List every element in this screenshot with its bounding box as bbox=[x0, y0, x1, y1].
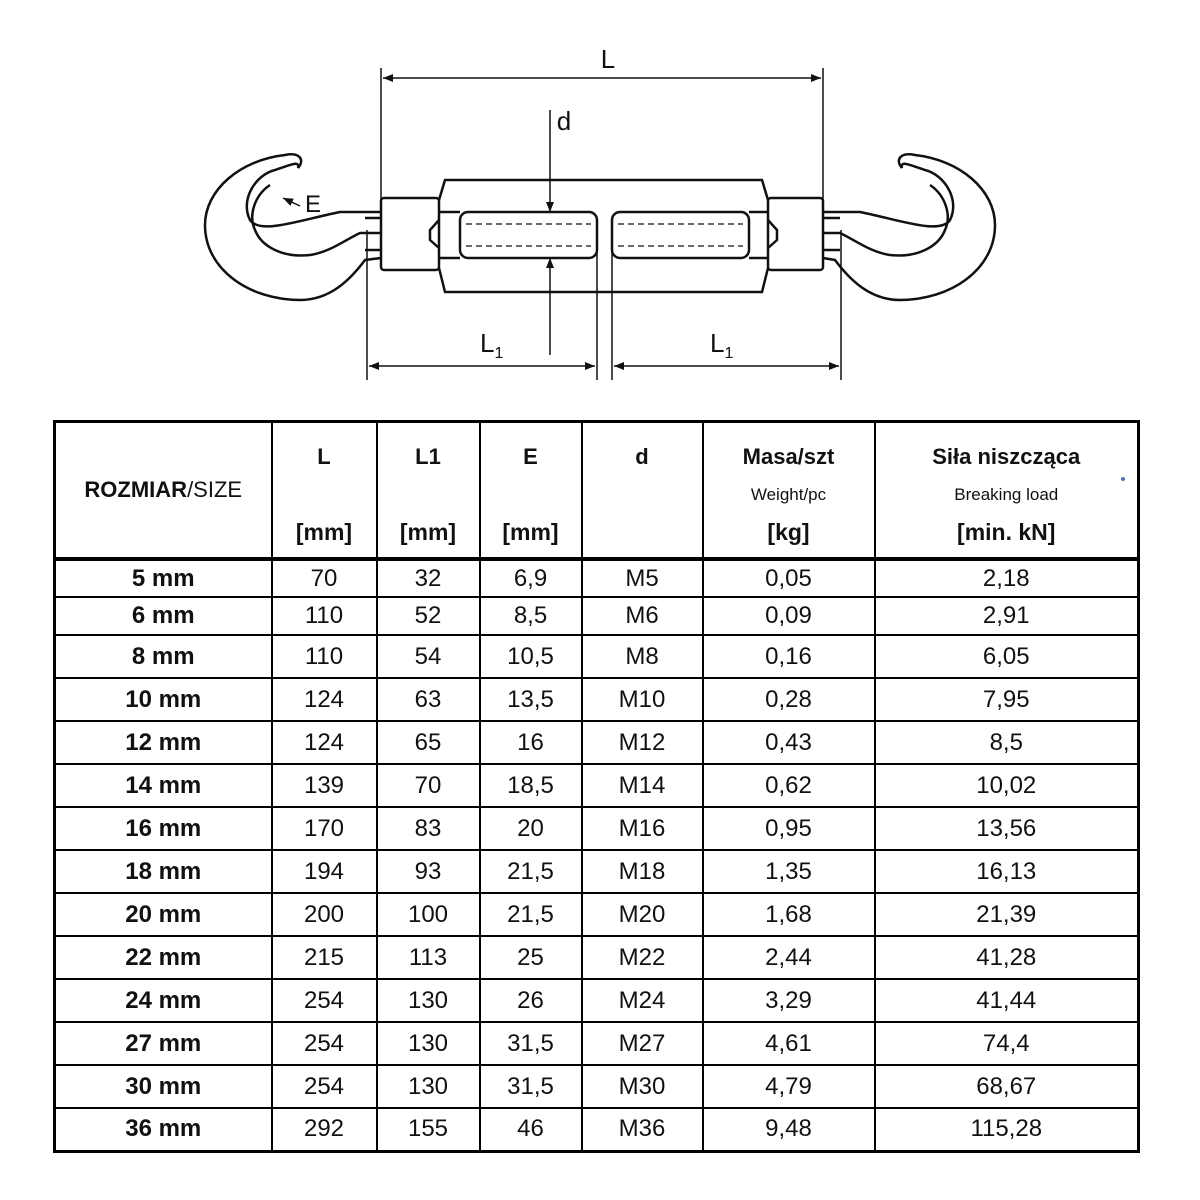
cell-size: 10 mm bbox=[55, 678, 272, 721]
table-body bbox=[55, 559, 1139, 1151]
header-unit: [mm] bbox=[502, 519, 559, 545]
cell-L1: 130 bbox=[377, 1065, 480, 1108]
header-sub: Weight/pc bbox=[750, 484, 827, 504]
cell-weight: 1,35 bbox=[703, 850, 875, 893]
cell-size: 8 mm bbox=[55, 635, 272, 678]
cell-L1: 83 bbox=[377, 807, 480, 850]
table-row bbox=[55, 678, 1139, 721]
cell-breaking-load: 41,44 bbox=[875, 979, 1139, 1022]
cell-size: 5 mm bbox=[55, 559, 272, 597]
cell-weight: 4,61 bbox=[703, 1022, 875, 1065]
cell-E: 8,5 bbox=[480, 597, 582, 635]
cell-L1: 155 bbox=[377, 1108, 480, 1151]
label-L: L bbox=[600, 44, 616, 74]
cell-L1: 113 bbox=[377, 936, 480, 979]
cell-d: M22 bbox=[582, 936, 703, 979]
header-col bbox=[480, 422, 582, 560]
header-top: L1 bbox=[415, 444, 441, 469]
cell-d: M24 bbox=[582, 979, 703, 1022]
turnbuckle-body bbox=[381, 180, 823, 292]
cell-breaking-load: 8,5 bbox=[875, 721, 1139, 764]
header-size-rest: /SIZE bbox=[187, 477, 243, 502]
cell-breaking-load: 16,13 bbox=[875, 850, 1139, 893]
header-unit: [mm] bbox=[295, 519, 353, 545]
cell-d: M18 bbox=[582, 850, 703, 893]
cell-E: 18,5 bbox=[480, 764, 582, 807]
specification-table bbox=[53, 420, 1140, 1153]
cell-d: M8 bbox=[582, 635, 703, 678]
header-top: Masa/szt bbox=[742, 444, 835, 469]
header-size-bold: ROZMIAR bbox=[84, 477, 188, 502]
cell-breaking-load: 2,91 bbox=[875, 597, 1139, 635]
cell-L: 292 bbox=[272, 1108, 377, 1151]
header-col bbox=[703, 422, 875, 560]
cell-L: 139 bbox=[272, 764, 377, 807]
cell-L: 124 bbox=[272, 678, 377, 721]
cell-L1: 130 bbox=[377, 1022, 480, 1065]
cell-size: 12 mm bbox=[55, 721, 272, 764]
cell-d: M14 bbox=[582, 764, 703, 807]
cell-breaking-load: 74,4 bbox=[875, 1022, 1139, 1065]
cell-L: 254 bbox=[272, 979, 377, 1022]
cell-weight: 4,79 bbox=[703, 1065, 875, 1108]
cell-L: 194 bbox=[272, 850, 377, 893]
cell-d: M5 bbox=[582, 559, 703, 597]
header-col bbox=[875, 422, 1139, 560]
cell-E: 21,5 bbox=[480, 893, 582, 936]
cell-size: 14 mm bbox=[55, 764, 272, 807]
label-L1-right: $L_1$ bbox=[710, 328, 734, 362]
header-top: L bbox=[317, 444, 331, 469]
cell-L: 110 bbox=[272, 635, 377, 678]
table-row bbox=[55, 979, 1139, 1022]
cell-L: 200 bbox=[272, 893, 377, 936]
cell-E: 46 bbox=[480, 1108, 582, 1151]
cell-breaking-load: 115,28 bbox=[875, 1108, 1139, 1151]
cell-E: 20 bbox=[480, 807, 582, 850]
cell-size: 6 mm bbox=[55, 597, 272, 635]
left-hook bbox=[205, 154, 381, 300]
label-L1-left: $L_1$ bbox=[480, 328, 504, 362]
cell-E: 25 bbox=[480, 936, 582, 979]
cell-L: 254 bbox=[272, 1022, 377, 1065]
cell-L1: 52 bbox=[377, 597, 480, 635]
header-col bbox=[272, 422, 377, 560]
cell-L: 110 bbox=[272, 597, 377, 635]
cell-weight: 0,16 bbox=[703, 635, 875, 678]
cell-breaking-load: 41,28 bbox=[875, 936, 1139, 979]
cell-L: 215 bbox=[272, 936, 377, 979]
decorative-dot bbox=[1121, 477, 1125, 481]
cell-E: 31,5 bbox=[480, 1065, 582, 1108]
cell-size: 18 mm bbox=[55, 850, 272, 893]
cell-E: 6,9 bbox=[480, 559, 582, 597]
header-unit: [kg] bbox=[767, 519, 810, 545]
cell-weight: 0,43 bbox=[703, 721, 875, 764]
table-row bbox=[55, 559, 1139, 597]
thread-lines bbox=[466, 224, 743, 246]
cell-size: 16 mm bbox=[55, 807, 272, 850]
cell-L1: 130 bbox=[377, 979, 480, 1022]
table-row bbox=[55, 597, 1139, 635]
cell-E: 31,5 bbox=[480, 1022, 582, 1065]
header-top: d bbox=[635, 444, 649, 469]
cell-d: M36 bbox=[582, 1108, 703, 1151]
cell-breaking-load: 13,56 bbox=[875, 807, 1139, 850]
cell-L: 254 bbox=[272, 1065, 377, 1108]
table-row bbox=[55, 635, 1139, 678]
table-row bbox=[55, 893, 1139, 936]
dim-E bbox=[283, 198, 300, 206]
cell-E: 21,5 bbox=[480, 850, 582, 893]
table-row bbox=[55, 1108, 1139, 1151]
table-row bbox=[55, 721, 1139, 764]
header-sub: Breaking load bbox=[954, 484, 1059, 504]
cell-d: M6 bbox=[582, 597, 703, 635]
cell-d: M12 bbox=[582, 721, 703, 764]
cell-weight: 0,09 bbox=[703, 597, 875, 635]
header-top: Siła niszcząca bbox=[932, 444, 1081, 469]
table-row bbox=[55, 850, 1139, 893]
cell-E: 10,5 bbox=[480, 635, 582, 678]
cell-weight: 0,95 bbox=[703, 807, 875, 850]
cell-L1: 93 bbox=[377, 850, 480, 893]
table-row bbox=[55, 807, 1139, 850]
cell-d: M16 bbox=[582, 807, 703, 850]
cell-E: 16 bbox=[480, 721, 582, 764]
cell-L1: 32 bbox=[377, 559, 480, 597]
cell-weight: 3,29 bbox=[703, 979, 875, 1022]
cell-L: 124 bbox=[272, 721, 377, 764]
table-row bbox=[55, 936, 1139, 979]
cell-weight: 0,62 bbox=[703, 764, 875, 807]
table-row bbox=[55, 1065, 1139, 1108]
header-col bbox=[377, 422, 480, 560]
cell-L1: 63 bbox=[377, 678, 480, 721]
header-size bbox=[55, 422, 272, 560]
cell-breaking-load: 68,67 bbox=[875, 1065, 1139, 1108]
cell-weight: 9,48 bbox=[703, 1108, 875, 1151]
header-top: E bbox=[523, 444, 538, 469]
cell-breaking-load: 10,02 bbox=[875, 764, 1139, 807]
cell-breaking-load: 7,95 bbox=[875, 678, 1139, 721]
cell-L: 70 bbox=[272, 559, 377, 597]
cell-size: 27 mm bbox=[55, 1022, 272, 1065]
turnbuckle-diagram bbox=[0, 0, 1200, 400]
header-unit: [min. kN] bbox=[957, 519, 1056, 545]
right-hook bbox=[823, 154, 995, 300]
label-E: E bbox=[304, 191, 322, 218]
cell-L1: 54 bbox=[377, 635, 480, 678]
cell-weight: 0,28 bbox=[703, 678, 875, 721]
header-unit: [mm] bbox=[399, 519, 457, 545]
cell-size: 20 mm bbox=[55, 893, 272, 936]
cell-breaking-load: 2,18 bbox=[875, 559, 1139, 597]
cell-L1: 65 bbox=[377, 721, 480, 764]
cell-weight: 0,05 bbox=[703, 559, 875, 597]
table-row bbox=[55, 764, 1139, 807]
table-header-row bbox=[55, 422, 1139, 560]
cell-breaking-load: 21,39 bbox=[875, 893, 1139, 936]
cell-d: M20 bbox=[582, 893, 703, 936]
cell-weight: 2,44 bbox=[703, 936, 875, 979]
cell-L1: 70 bbox=[377, 764, 480, 807]
cell-weight: 1,68 bbox=[703, 893, 875, 936]
table-row bbox=[55, 1022, 1139, 1065]
cell-size: 22 mm bbox=[55, 936, 272, 979]
cell-d: M30 bbox=[582, 1065, 703, 1108]
cell-E: 26 bbox=[480, 979, 582, 1022]
cell-L: 170 bbox=[272, 807, 377, 850]
cell-size: 24 mm bbox=[55, 979, 272, 1022]
cell-d: M10 bbox=[582, 678, 703, 721]
cell-breaking-load: 6,05 bbox=[875, 635, 1139, 678]
cell-size: 30 mm bbox=[55, 1065, 272, 1108]
cell-d: M27 bbox=[582, 1022, 703, 1065]
cell-size: 36 mm bbox=[55, 1108, 272, 1151]
cell-E: 13,5 bbox=[480, 678, 582, 721]
label-d: d bbox=[556, 106, 572, 136]
cell-L1: 100 bbox=[377, 893, 480, 936]
header-col bbox=[582, 422, 703, 560]
